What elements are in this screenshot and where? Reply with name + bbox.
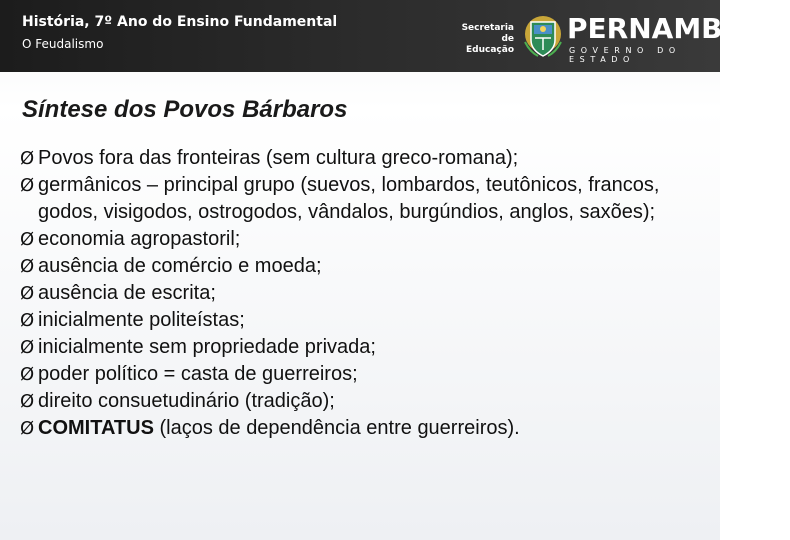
list-item (20, 388, 710, 415)
arrow-bullet-icon: Ø (20, 364, 35, 385)
arrow-bullet-icon: Ø (20, 175, 35, 196)
brand-subtitle: GOVERNO DO ESTADO (569, 46, 681, 64)
list-item (20, 334, 710, 361)
bullet-text: economia agropastoril; (38, 228, 241, 250)
list-item (20, 253, 710, 280)
bullet-text: germânicos – principal grupo (suevos, lombardos, teutônicos, francos, godos, visigodos, ostrogodos, vândalos, burgúndios, anglos, saxões); (38, 174, 660, 223)
bullet-text: ausência de escrita; (38, 282, 216, 304)
topic-subtitle: O Feudalismo (22, 37, 104, 51)
list-item (20, 361, 710, 388)
arrow-bullet-icon: Ø (20, 229, 35, 250)
arrow-bullet-icon: Ø (20, 391, 35, 412)
arrow-bullet-icon: Ø (20, 256, 35, 277)
bullet-list (20, 145, 710, 442)
bullet-text: poder político = casta de guerreiros; (38, 363, 358, 385)
header-bar (0, 0, 790, 72)
arrow-bullet-icon: Ø (20, 337, 35, 358)
slide-title: Síntese dos Povos Bárbaros (22, 96, 348, 123)
list-item (20, 307, 710, 334)
bullet-text: (laços de dependência entre guerreiros). (153, 417, 520, 439)
arrow-bullet-icon: Ø (20, 148, 35, 169)
secretaria-label (452, 23, 514, 56)
list-item (20, 145, 710, 172)
bullet-text: inicialmente politeístas; (38, 309, 245, 331)
arrow-bullet-icon: Ø (20, 418, 35, 439)
brand-name: PERNAMBUCO (567, 12, 790, 45)
list-item (20, 415, 710, 442)
secretaria-line2: Educação (466, 45, 514, 55)
bullet-text: ausência de comércio e moeda; (38, 255, 322, 277)
bullet-text: direito consuetudinário (tradição); (38, 390, 335, 412)
secretaria-line1: Secretaria de (461, 23, 514, 44)
list-item (20, 172, 710, 226)
pernambuco-crest-icon (522, 12, 564, 60)
bullet-text: Povos fora das fronteiras (sem cultura greco-romana); (38, 147, 519, 169)
list-item (20, 226, 710, 253)
course-title: História, 7º Ano do Ensino Fundamental (22, 14, 338, 30)
bullet-text: inicialmente sem propriedade privada; (38, 336, 376, 358)
arrow-bullet-icon: Ø (20, 310, 35, 331)
list-item (20, 280, 710, 307)
arrow-bullet-icon: Ø (20, 283, 35, 304)
bullet-strong-text: COMITATUS (38, 417, 154, 439)
